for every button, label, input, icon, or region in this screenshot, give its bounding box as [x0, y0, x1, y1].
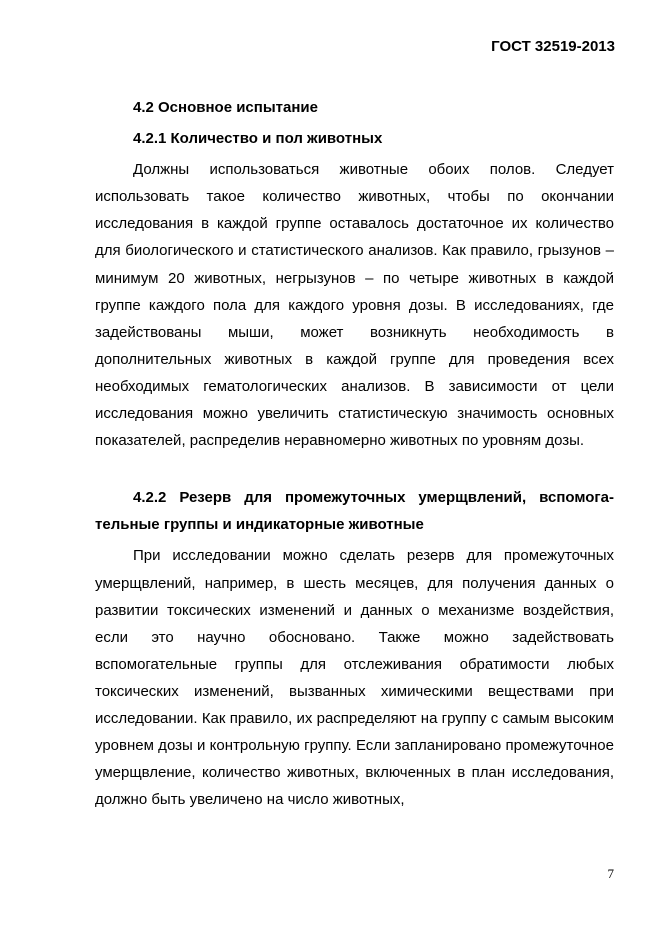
section-heading-4-2-1: 4.2.1 Количество и пол животных: [133, 130, 383, 148]
document-code: ГОСТ 32519-2013: [491, 38, 615, 55]
section-heading-4-2: 4.2 Основное испытание: [133, 99, 318, 116]
section-paragraph-4-2-2: При исследовании можно сделать резерв для промежуточных умерщвлений, например, в шесть месяцев, для получения данных о развитии токсических изменений и данных о механизме воздействия, если это научно обосновано. Также можно задействовать вспомогательные группы для отслеживания обратимости любых токсических изменений, вызванных химическими веществами при исследовании. Как правило, их распределяют на группу с самым высоким уровнем дозы и контрольную группу. Если запланировано промежуточное умерщвление, количество животных, включенных в план исследования, должно быть увеличено на число животных,: [95, 547, 614, 809]
section-heading-4-2-2: 4.2.2 Резерв для промежуточных умерщвлений, вспомогательные группы и индикаторные животные: [95, 489, 614, 534]
page-number: 7: [607, 866, 614, 881]
page-content: [95, 94, 614, 813]
section-paragraph-4-2-1: Должны использоваться животные обоих полов. Следует использовать такое количество животных, чтобы по окончании исследования в каждой группе оставалось достаточное их количество для биологического и статистического анализов. Как правило, грызунов – минимум 20 животных, негрызунов – по четыре животных в каждой группе каждого пола для каждого уровня дозы. В исследованиях, где задействованы мыши, может возникнуть необходимость в дополнительных животных в каждой группе для проведения всех необходимых гематологических анализов. В зависимости от цели исследования можно увеличить статистическую значимость основных показателей, распределив неравномерно животных по уровням дозы.: [95, 161, 614, 450]
